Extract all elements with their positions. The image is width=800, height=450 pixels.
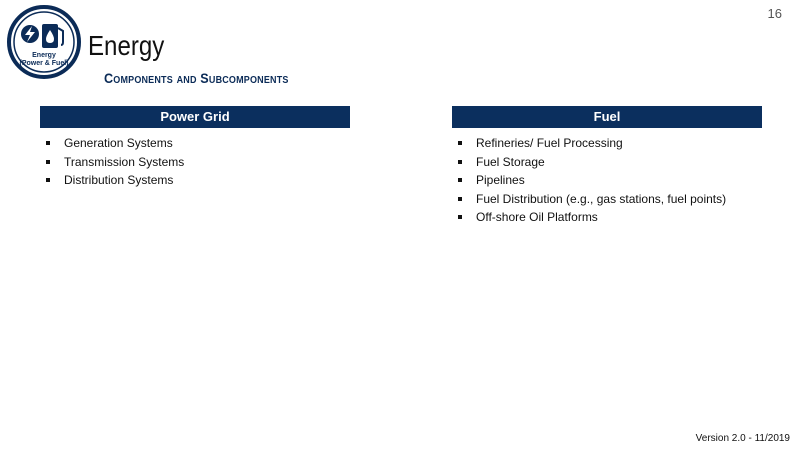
page-title: Energy (88, 30, 165, 61)
list-item: Distribution Systems (40, 171, 350, 190)
list-item: Pipelines (452, 171, 762, 190)
logo-caption (6, 52, 82, 68)
list-item: Fuel Storage (452, 153, 762, 172)
fuel-list (452, 134, 762, 227)
power-grid-header: Power Grid (40, 106, 350, 128)
version-label: Version 2.0 - 11/2019 (695, 433, 790, 444)
lightning-bolt-icon (21, 25, 39, 43)
fuel-header: Fuel (452, 106, 762, 128)
power-grid-panel (40, 106, 350, 190)
energy-logo (6, 4, 82, 80)
power-grid-list (40, 134, 350, 190)
list-item: Refineries/ Fuel Processing (452, 134, 762, 153)
page-subtitle: Components and Subcomponents (104, 70, 289, 86)
logo-caption-line1: Energy (32, 52, 56, 59)
list-item: Fuel Distribution (e.g., gas stations, fuel points) (452, 190, 762, 209)
list-item: Transmission Systems (40, 153, 350, 172)
energy-logo-graphic (6, 4, 82, 80)
logo-caption-line2: (Power & Fuel) (19, 60, 69, 67)
list-item: Off-shore Oil Platforms (452, 208, 762, 227)
fuel-panel (452, 106, 762, 227)
page-number: 16 (767, 6, 782, 21)
list-item: Generation Systems (40, 134, 350, 153)
